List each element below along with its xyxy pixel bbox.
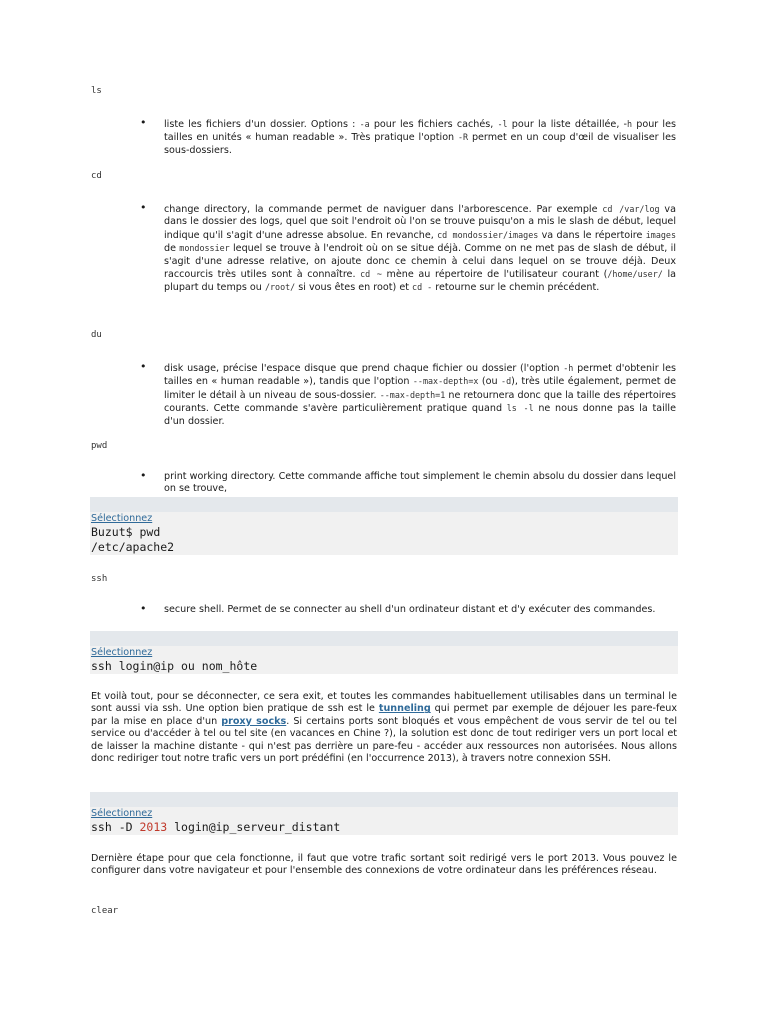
du-description: disk usage, précise l'espace disque que prend chaque fichier ou dossier (l'option -h permet d'obtenir les tailles en « human readable »), tandis que l'option --max-depth=x (ou -d), très utile également, permet de limiter le détail à un niveau de sous-dossier. --max-depth=1 ne retournera donc que la taille des répertoires courants. Cette commande s'avère particulièrement pratique quand ls -l ne nous donne pas la taille d'un dossier. xyxy=(164,363,676,427)
ssh-code-block xyxy=(90,631,678,674)
bullet-icon: • xyxy=(140,360,147,373)
select-code-link[interactable]: Sélectionnez xyxy=(91,647,153,658)
ssh-description: secure shell. Permet de se connecter au shell d'un ordinateur distant et d'y exécuter des commandes. xyxy=(164,604,656,615)
bullet-icon: • xyxy=(140,116,147,129)
select-code-link[interactable]: Sélectionnez xyxy=(91,513,153,524)
bullet-icon: • xyxy=(140,469,147,482)
select-code-link[interactable]: Sélectionnez xyxy=(91,808,153,819)
code-block-header xyxy=(90,497,678,512)
command-clear: clear xyxy=(91,906,119,916)
code-block-header xyxy=(90,792,678,807)
tunnel-code-block xyxy=(90,792,678,835)
tunneling-link[interactable]: tunneling xyxy=(378,703,431,715)
proxy-socks-link[interactable]: proxy socks xyxy=(221,715,287,727)
pwd-code-block xyxy=(90,497,678,555)
command-ssh: ssh xyxy=(91,574,108,584)
code-line: /etc/apache2 xyxy=(91,540,175,554)
code-line: ssh -D 2013 login@ip_serveur_distant xyxy=(91,820,341,834)
code-line: Buzut$ pwd xyxy=(91,525,161,539)
bullet-icon: • xyxy=(140,602,147,615)
command-cd: cd xyxy=(91,171,102,181)
code-block-header xyxy=(90,631,678,646)
command-du: du xyxy=(91,330,102,340)
tunneling-paragraph: Et voilà tout, pour se déconnecter, ce sera exit, et toutes les commandes habituellement utilisables dans un terminal le sont aussi via ssh. Une option bien pratique de ssh est le tunneling qui permet par exemple de déjouer les pare-feux par la mise en place d'un proxy socks. Si certains ports sont bloqués et vous empêchent de vous servir de tel ou tel service ou d'accéder à tel ou tel site (en vacances en Chine ?), la solution est donc de tout rediriger vers un port local et de laisser la machine distante - qui n'est pas derrière un pare-feu - accéder aux ressources non autorisées. Nous allons donc rediriger tout notre trafic vers un port prédéfini (en l'occurrence 2013), à travers notre connexion SSH. xyxy=(91,691,677,765)
code-line: ssh login@ip ou nom_hôte xyxy=(91,659,258,673)
final-paragraph: Dernière étape pour que cela fonctionne, il faut que votre trafic sortant soit redirigé vers le port 2013. Vous pouvez le configurer dans votre navigateur et pour l'ensemble des connexions de votre ordinateur dans les préférences réseau. xyxy=(91,853,677,877)
pwd-description: print working directory. Cette commande affiche tout simplement le chemin absolu du dossier dans lequel on se trouve, xyxy=(164,471,676,495)
ls-description: liste les fichiers d'un dossier. Options : -a pour les fichiers cachés, -l pour la liste détaillée, -h pour les tailles en unités « human readable ». Très pratique l'option -R permet en un coup d'œil de visualiser les sous-dossiers. xyxy=(164,119,676,156)
command-pwd: pwd xyxy=(91,441,108,451)
bullet-icon: • xyxy=(140,201,147,214)
command-ls: ls xyxy=(91,86,102,96)
cd-description: change directory, la commande permet de naviguer dans l'arborescence. Par exemple cd /var/log va dans le dossier des logs, quel que soit l'endroit où l'on se trouve puisqu'on a mis le slash de début, lequel indique qu'il s'agit d'une adresse absolue. En revanche, cd mondossier/images va dans le répertoire images de mondossier lequel se trouve à l'endroit où on se situe déjà. Comme on ne met pas de slash de début, il s'agit d'une adresse relative, on ajoute donc ce chemin à celui dans lequel on se trouve déjà. Deux raccourcis très utiles sont à connaître. cd ~ mène au répertoire de l'utilisateur courant (/home/user/ la plupart du temps ou /root/ si vous êtes en root) et cd - retourne sur le chemin précédent. xyxy=(164,204,676,294)
port-number: 2013 xyxy=(139,820,168,834)
